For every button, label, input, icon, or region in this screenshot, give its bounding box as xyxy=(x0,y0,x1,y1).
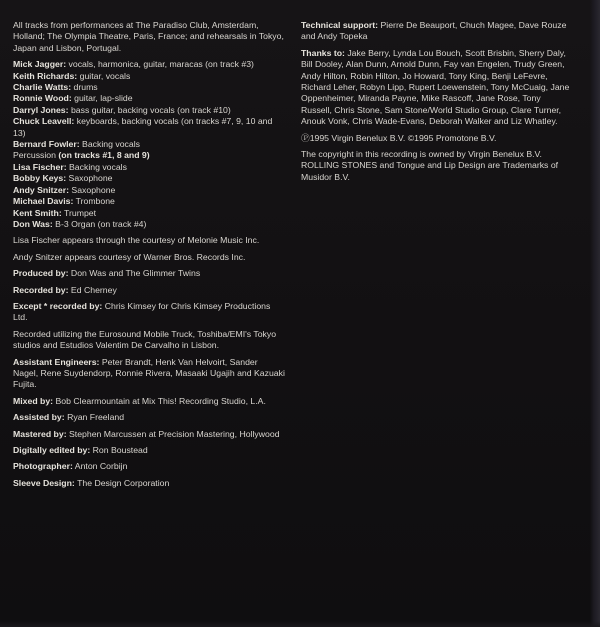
musician-role: bass guitar, backing vocals (on track #10) xyxy=(68,104,231,115)
musician-line xyxy=(13,208,285,219)
musician-line xyxy=(13,219,285,230)
thanks-value: Jake Berry, Lynda Lou Bouch, Scott Brisbin, Sherry Daly, Bill Dooley, Alan Dunn, Arnold Dunn, Fay van Engelen, Trudy Green, Andy Hilton, Robin Hilton, Jo Howard, Tony King, Benji LeFevre, Richard Leher, Robyn Lipp, Rupert Loewenstein, Tony McCuaig, Jane Oppenheimer, Miranda Payne, Mike Rascoff, Jane Rose, Tony Russell, Chris Stone, Sam Stone/World Studio Group, Clare Turner, Anouk Vonk, Chris Wade-Evans, Deborah Walker and Liz Whatley. xyxy=(301,47,570,127)
musician-role: Saxophone xyxy=(69,184,116,195)
credit-line xyxy=(13,396,285,407)
credit-value: The Design Corporation xyxy=(74,477,170,488)
credit-value: Anton Corbijn xyxy=(72,461,128,472)
musician-name: Michael Davis: xyxy=(13,196,74,207)
musician-role: Trumpet xyxy=(61,207,97,218)
credit-line xyxy=(13,285,285,296)
credit-label: Sleeve Design: xyxy=(13,477,75,488)
courtesy-lisa-fischer: Lisa Fischer appears through the courtesy of Melonie Music Inc. xyxy=(13,235,260,246)
copyright-notice: The copyright in this recording is owned by Virgin Benelux B.V. ROLLING STONES and Tongue and Lip Design are Trademarks of Musidor B.V. xyxy=(301,149,559,182)
credit-label: Assisted by: xyxy=(13,412,65,423)
musician-name: Chuck Leavell: xyxy=(13,116,75,127)
musician-line xyxy=(13,162,285,173)
left-column xyxy=(13,20,285,494)
musician-name: Darryl Jones: xyxy=(13,104,69,115)
musician-line xyxy=(13,82,285,93)
musician-name: Keith Richards: xyxy=(13,70,78,81)
credit-label: Mastered by: xyxy=(13,428,67,439)
credit-line xyxy=(13,429,285,440)
credit-line xyxy=(13,412,285,423)
credit-label: Assistant Engineers: xyxy=(13,356,100,367)
musician-name: Don Was: xyxy=(13,218,53,229)
musician-line xyxy=(13,93,285,104)
credit-value: Chris Kimsey for Chris Kimsey Productions Ltd. xyxy=(13,300,271,323)
musician-line xyxy=(13,173,285,184)
musician-role: B-3 Organ (on track #4) xyxy=(52,218,147,229)
credit-label: Digitally edited by: xyxy=(13,445,91,455)
thanks-label: Thanks to: xyxy=(301,47,345,58)
right-column xyxy=(301,20,573,188)
musician-role: vocals, harmonica, guitar, maracas (on track #3) xyxy=(66,59,254,70)
credit-label: Except * recorded by: xyxy=(13,300,103,311)
credit-value: Stephen Marcussen at Precision Mastering, Hollywood xyxy=(66,428,280,439)
courtesy-andy-snitzer: Andy Snitzer appears courtesy of Warner Bros. Records Inc. xyxy=(13,251,246,262)
musician-line xyxy=(13,185,285,196)
tech-label: Technical support: xyxy=(301,20,379,30)
musician-line xyxy=(13,150,285,161)
technical-support xyxy=(301,20,573,43)
musician-line xyxy=(13,116,285,139)
musician-name: Andy Snitzer: xyxy=(13,184,69,195)
musician-name: Mick Jagger: xyxy=(13,59,67,70)
credit-line xyxy=(13,478,285,489)
credit-value: Bob Clearmountain at Mix This! Recording Studio, L.A. xyxy=(53,395,266,406)
musician-name: Bernard Fowler: xyxy=(13,139,80,150)
musician-role: Trombone xyxy=(73,196,115,207)
musician-name: Charlie Watts: xyxy=(13,82,72,93)
credit-value: Ron Boustead xyxy=(90,445,148,455)
musician-name: Lisa Fischer: xyxy=(13,161,67,172)
thanks xyxy=(301,48,573,128)
credit-line xyxy=(13,268,285,279)
intro-text: All tracks from performances at The Paradiso Club, Amsterdam, Holland; The Olympia Theatre, Paris, France; and rehearsals in Tokyo, Japan and Lisbon, Portugal. xyxy=(13,20,284,53)
credit-label: Recorded by: xyxy=(13,284,69,295)
credit-line xyxy=(13,301,285,324)
musician-name: Kent Smith: xyxy=(13,207,62,218)
musician-role: Backing vocals xyxy=(79,139,140,150)
musician-name: Bobby Keys: xyxy=(13,173,67,184)
musician-role: guitar, lap-slide xyxy=(71,93,133,104)
sleeve-edge-right xyxy=(590,0,600,627)
credit-value: Ed Cherney xyxy=(68,284,117,295)
credit-label: Produced by: xyxy=(13,268,69,279)
musician-list xyxy=(13,59,285,230)
musician-line xyxy=(13,105,285,116)
copyright-line: Ⓟ1995 Virgin Benelux B.V. ©1995 Promotone B.V. xyxy=(301,132,497,143)
credit-value: Peter Brandt, Henk Van Helvoirt, Sander Nagel, Rene Suydendorp, Ronnie Rivera, Masaaki Ugajih and Kazuaki Fujita. xyxy=(13,356,285,390)
musician-line xyxy=(13,59,285,70)
musician-role: keyboards, backing vocals (on tracks #7, 9, 10 and 13) xyxy=(13,116,273,138)
recording-venues: Recorded utilizing the Eurosound Mobile Truck, Toshiba/EMI's Tokyo studios and Estudios Valentim De Carvalho in Lisbon. xyxy=(13,328,277,351)
credit-value: Ryan Freeland xyxy=(64,412,125,423)
musician-role: Saxophone xyxy=(66,173,113,184)
credit-line xyxy=(13,445,285,456)
musician-line xyxy=(13,196,285,207)
musician-role: Backing vocals xyxy=(66,161,127,172)
tech-value: Pierre De Beauport, Chuch Magee, Dave Rouze and Andy Topeka xyxy=(301,20,567,42)
credit-line xyxy=(13,357,285,391)
credit-value: Don Was and The Glimmer Twins xyxy=(68,268,201,279)
musician-line xyxy=(13,71,285,82)
musician-line xyxy=(13,139,285,150)
credit-label: Mixed by: xyxy=(13,395,54,406)
musician-role: guitar, vocals xyxy=(77,70,131,81)
sleeve-edge-bottom xyxy=(0,621,600,627)
musician-role: drums xyxy=(71,82,98,93)
credit-label: Photographer: xyxy=(13,461,73,472)
credit-line xyxy=(13,461,285,472)
musician-note: (on tracks #1, 8 and 9) xyxy=(55,150,150,161)
musician-role: Percussion xyxy=(13,150,56,161)
musician-name: Ronnie Wood: xyxy=(13,93,72,104)
